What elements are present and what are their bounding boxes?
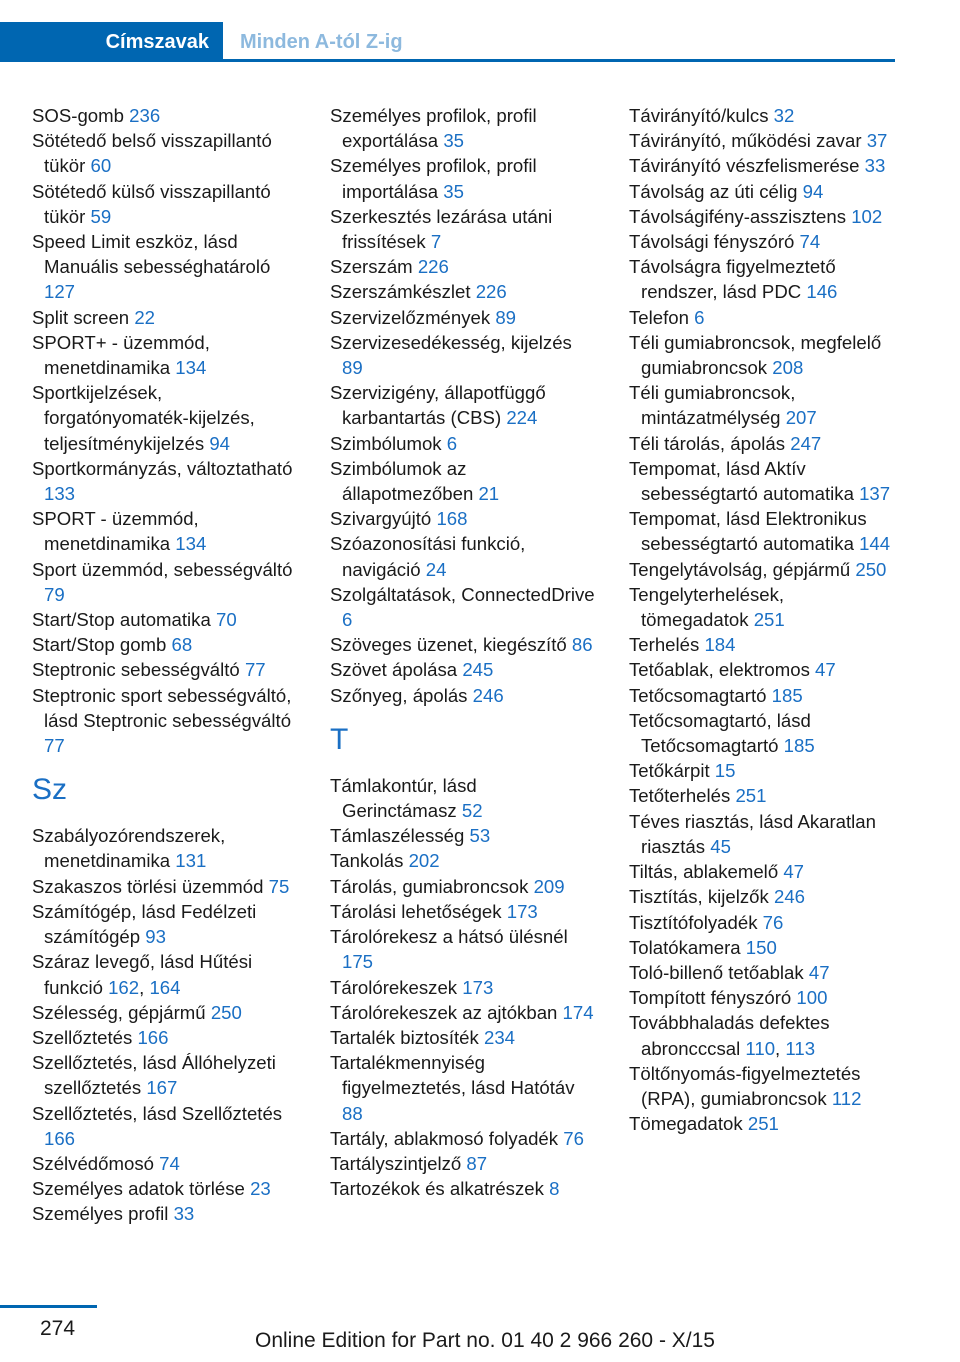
index-entry: [629, 204, 894, 229]
index-term: Steptronic sport sebességváltó, lásd Steptronic sebességváltó: [32, 684, 292, 731]
index-entry: [330, 975, 595, 1000]
index-term: Töltőnyomás-figyelmeztetés (RPA), gumiabroncsok: [629, 1062, 861, 1109]
index-term: Start/Stop gomb: [32, 634, 167, 656]
page-link[interactable]: 113: [785, 1037, 816, 1059]
page-link[interactable]: 131: [175, 850, 207, 872]
page-link[interactable]: 250: [855, 558, 887, 580]
page-link[interactable]: 47: [808, 961, 830, 983]
index-term: Szimbólumok: [330, 432, 442, 454]
index-term: Személyes profilok, profil exportálása: [330, 105, 537, 152]
index-entry: [32, 557, 297, 607]
index-term: SOS-gomb: [32, 105, 124, 126]
page-link[interactable]: 94: [209, 432, 231, 454]
index-entry: [32, 1151, 297, 1176]
index-term: Távirányító/kulcs: [629, 105, 769, 126]
page-link[interactable]: 88: [342, 1102, 363, 1124]
index-entry: [629, 960, 894, 985]
index-entry: [330, 1050, 595, 1126]
index-entry: [330, 531, 595, 581]
section-heading: T: [330, 722, 349, 756]
index-term: Sötétedő belső visszapillantó tükör: [32, 130, 272, 177]
index-term: Szellőztetés, lásd Állóhelyzeti szellőztetés: [32, 1052, 276, 1099]
index-column-1: [32, 103, 297, 1227]
index-term: Számítógép, lásd Fedélzeti számítógép: [32, 900, 257, 948]
index-entry: [629, 783, 894, 808]
index-term: Szervizigény, állapotfüggő karbantartás (CBS): [330, 382, 546, 429]
index-entry: [330, 773, 595, 823]
page-link[interactable]: 47: [783, 861, 805, 883]
index-entry: [629, 128, 894, 153]
index-term: Toló-billenő tetőablak: [629, 961, 804, 983]
index-term: Szélvédőmosó: [32, 1152, 154, 1174]
index-entry: [330, 506, 595, 531]
index-entry: [330, 632, 595, 657]
page-link[interactable]: 59: [90, 205, 112, 227]
index-term: Szerszámkészlet: [330, 281, 471, 303]
index-term: Szélesség, gépjármű: [32, 1001, 206, 1023]
index-term: Személyes profilok, profil importálása: [330, 155, 537, 202]
index-entry: [629, 1111, 894, 1136]
index-entry: [330, 330, 595, 380]
index-entry: [330, 657, 595, 682]
index-term: Steptronic sebességváltó: [32, 659, 240, 681]
page-link[interactable]: 251: [747, 1113, 779, 1135]
page-link[interactable]: 8: [549, 1178, 560, 1200]
page-link[interactable]: 37: [866, 130, 888, 152]
index-term: Tartályszintjelző: [330, 1152, 462, 1174]
index-term: Tempomat, lásd Elektronikus sebességtartó automatika: [629, 508, 867, 555]
page-link[interactable]: 133: [44, 483, 76, 505]
index-entry: [32, 380, 297, 456]
index-entry: [32, 1176, 297, 1201]
index-term: Távolság az úti célig: [629, 180, 798, 202]
page-link[interactable]: 168: [436, 508, 468, 530]
footer-rule: [0, 1305, 97, 1308]
index-term: Tengelytávolság, gépjármű: [629, 558, 851, 580]
index-term: Szervizesedékesség, kijelzés: [330, 331, 572, 353]
index-entry: [629, 632, 894, 657]
index-entry: [330, 899, 595, 924]
index-term: Tempomat, lásd Aktív sebességtartó automatika: [629, 457, 854, 505]
index-entry: [32, 128, 297, 178]
index-term: Tisztítófolyadék: [629, 911, 758, 933]
index-term: Tartalékmennyiség figyelmeztetés, lásd Hatótáv: [330, 1052, 575, 1099]
page-link[interactable]: 53: [469, 825, 491, 847]
index-term: Tárolási lehetőségek: [330, 900, 502, 922]
page-link[interactable]: 94: [802, 180, 824, 202]
index-entry: [629, 179, 894, 204]
index-term: Szervizelőzmények: [330, 306, 491, 328]
index-term: Tolatókamera: [629, 936, 741, 958]
page-link[interactable]: 144: [859, 533, 891, 555]
index-term: Tartály, ablakmosó folyadék: [330, 1127, 559, 1149]
index-term: Továbbhaladás defektes abroncccsal: [629, 1012, 830, 1059]
page-link[interactable]: 89: [495, 306, 517, 328]
page-link[interactable]: 33: [864, 155, 886, 177]
index-term: Tengelyterhelések, tömegadatok: [629, 583, 785, 631]
page-link[interactable]: 185: [771, 684, 803, 706]
page-link[interactable]: 234: [484, 1026, 516, 1048]
page-link[interactable]: 250: [210, 1001, 242, 1023]
index-entry: [330, 683, 595, 708]
index-entry: [629, 506, 894, 556]
index-term: Tárolás, gumiabroncsok: [330, 875, 529, 897]
index-entry: [330, 456, 595, 506]
index-term: Speed Limit eszköz, lásd Manuális sebességhatároló: [32, 231, 271, 278]
page-link[interactable]: 207: [785, 407, 817, 429]
index-term: Száraz levegő, lásd Hűtési funkció: [32, 951, 253, 998]
index-term: Tompított fényszóró: [629, 987, 792, 1009]
index-entry: [32, 683, 297, 759]
index-term: Támlaszélesség: [330, 825, 465, 847]
page-link[interactable]: 185: [783, 735, 815, 757]
index-entry: [629, 884, 894, 909]
page-link[interactable]: 146: [806, 281, 838, 303]
index-entry: [330, 1151, 595, 1176]
index-entry: [32, 305, 297, 330]
index-entry: [629, 103, 894, 128]
index-term: SPORT - üzemmód, menetdinamika: [32, 508, 199, 555]
index-term: Telefon: [629, 306, 689, 328]
index-entry: [330, 1176, 595, 1201]
page-link[interactable]: 251: [753, 609, 785, 631]
index-entry: [32, 1050, 297, 1100]
page-link[interactable]: 32: [773, 105, 795, 126]
index-entry: [330, 431, 595, 456]
index-entry: [330, 254, 595, 279]
index-entry: Száraz levegő, lásd Hűtési funkció 162, 164: [32, 951, 253, 998]
index-term: Start/Stop automatika: [32, 609, 211, 631]
index-entry: [629, 229, 894, 254]
index-entry: [629, 582, 894, 632]
page-link[interactable]: 76: [762, 911, 784, 933]
page-link[interactable]: 6: [446, 432, 458, 454]
page-link[interactable]: 246: [472, 684, 504, 706]
index-entry: [32, 1025, 297, 1050]
page-link[interactable]: 251: [735, 785, 767, 807]
index-entry: [629, 1061, 894, 1111]
page-link[interactable]: 77: [44, 735, 65, 757]
index-term: Sötétedő külső visszapillantó tükör: [32, 180, 271, 227]
index-term: Tárolórekeszek az ajtókban: [330, 1001, 558, 1023]
page-link[interactable]: 6: [694, 306, 705, 328]
index-entry: [32, 607, 297, 632]
index-entry: [32, 330, 297, 380]
page-link[interactable]: 166: [137, 1026, 169, 1048]
index-term: Távolságifény-asszisztens: [629, 205, 847, 227]
index-entry: [330, 305, 595, 330]
index-entry: [32, 874, 297, 899]
index-term: Tankolás: [330, 850, 404, 872]
index-entry: [629, 758, 894, 783]
page-link[interactable]: 24: [425, 558, 447, 580]
index-entry: [629, 859, 894, 884]
page-link[interactable]: 175: [342, 951, 374, 973]
index-term: Split screen: [32, 306, 130, 328]
index-entry: [629, 305, 894, 330]
page-link[interactable]: 22: [134, 306, 156, 328]
index-entry: [330, 848, 595, 873]
page-link[interactable]: 35: [443, 130, 464, 152]
page-link[interactable]: 173: [506, 900, 538, 922]
index-term: Szellőztetés, lásd Szellőztetés: [32, 1102, 283, 1124]
index-term: Szivargyújtó: [330, 508, 432, 530]
page-link[interactable]: 209: [533, 875, 565, 897]
index-term: Tömegadatok: [629, 1113, 743, 1135]
index-term: Sport üzemmód, sebességváltó: [32, 558, 293, 580]
index-term: Tárolórekesz a hátsó ülésnél: [330, 926, 568, 948]
index-entry: [32, 229, 297, 305]
page-link[interactable]: 102: [851, 205, 883, 227]
index-term: Szellőztetés: [32, 1026, 133, 1048]
page-link[interactable]: 112: [831, 1087, 862, 1109]
index-term: Személyes adatok törlése: [32, 1178, 245, 1200]
index-column-2: [330, 103, 595, 1201]
page-link[interactable]: 45: [710, 835, 731, 857]
index-term: Szövet ápolása: [330, 659, 458, 681]
page-link[interactable]: 7: [430, 231, 442, 253]
index-term: Tiltás, ablakemelő: [629, 861, 779, 883]
page-link[interactable]: 245: [462, 659, 494, 681]
section-heading: Sz: [32, 773, 68, 807]
index-term: Szóazonosítási funkció, navigáció: [330, 533, 526, 580]
page-link[interactable]: 110: [745, 1037, 776, 1059]
page-link[interactable]: 76: [563, 1127, 584, 1149]
index-entry: [32, 632, 297, 657]
index-term: Tetőterhelés: [629, 785, 731, 807]
index-term: SPORT+ - üzemmód, menetdinamika: [32, 331, 210, 379]
index-entry: [330, 582, 595, 632]
index-term: Távirányító vészfelismerése: [629, 155, 860, 177]
index-term: Tartalék biztosíték: [330, 1026, 479, 1048]
page-link[interactable]: 224: [506, 407, 538, 429]
page-link[interactable]: 246: [774, 886, 806, 908]
index-entry: [330, 204, 595, 254]
index-entry: [629, 431, 894, 456]
index-entry: [330, 279, 595, 304]
index-entry: [330, 380, 595, 430]
page-link[interactable]: 33: [173, 1203, 195, 1225]
index-term: Tetőkárpit: [629, 760, 710, 782]
index-term: Távolságra figyelmeztető rendszer, lásd PDC: [629, 256, 836, 303]
index-entry: [32, 657, 297, 682]
index-entry: [32, 103, 297, 128]
index-term: Szerkesztés lezárása utáni frissítések: [330, 205, 553, 253]
page-link[interactable]: 202: [408, 850, 440, 872]
index-term: Személyes profil: [32, 1203, 169, 1225]
page-link[interactable]: 166: [44, 1127, 76, 1149]
page-link[interactable]: 23: [250, 1178, 271, 1200]
index-entry: [32, 1201, 297, 1226]
index-entry: [629, 809, 894, 859]
page-link[interactable]: 86: [571, 634, 593, 656]
index-entry: [629, 910, 894, 935]
page-link[interactable]: 47: [815, 659, 836, 681]
page-link[interactable]: 68: [171, 634, 193, 656]
index-term: Tisztítás, kijelzők: [629, 886, 769, 908]
index-entry: [32, 899, 297, 949]
index-term: Terhelés: [629, 634, 700, 656]
index-entry: [330, 153, 595, 203]
index-entry: [32, 1101, 297, 1151]
index-entry: [629, 456, 894, 506]
index-term: Tárolórekeszek: [330, 976, 458, 998]
page-link[interactable]: 6: [342, 609, 353, 631]
page-link[interactable]: 174: [562, 1001, 594, 1023]
index-term: Téli gumiabroncsok, mintázatmélység: [629, 382, 796, 429]
index-entry: [32, 506, 297, 556]
page-link[interactable]: 21: [478, 483, 500, 505]
page-link[interactable]: 93: [145, 926, 166, 948]
page-link[interactable]: 74: [799, 231, 821, 253]
header-tab-bar: [0, 22, 895, 62]
index-term: Tartozékok és alkatrészek: [330, 1178, 544, 1200]
index-entry: [629, 254, 894, 304]
index-term: Szőnyeg, ápolás: [330, 684, 468, 706]
index-term: Tetőcsomagtartó, lásd Tetőcsomagtartó: [629, 709, 811, 757]
page-link[interactable]: 226: [417, 256, 449, 278]
page-link[interactable]: 164: [149, 976, 181, 998]
index-entry: [32, 1000, 297, 1025]
page-link[interactable]: 150: [745, 936, 777, 958]
index-term: Téves riasztás, lásd Akaratlan riasztás: [629, 810, 876, 857]
index-term: Szabályozórendszerek, menetdinamika: [32, 825, 226, 872]
page-link[interactable]: 162: [108, 976, 140, 998]
page-link[interactable]: 173: [462, 976, 494, 998]
page-link[interactable]: 52: [461, 800, 483, 822]
page-link[interactable]: 77: [244, 659, 266, 681]
index-entry: [629, 683, 894, 708]
index-entry: [629, 935, 894, 960]
index-entry: [330, 103, 595, 153]
page-link[interactable]: 134: [175, 533, 207, 555]
index-term: Szerszám: [330, 256, 413, 278]
index-term: Távirányító, működési zavar: [629, 130, 862, 152]
index-entry: [330, 874, 595, 899]
index-entry: [330, 1025, 595, 1050]
header-rule: [0, 59, 895, 62]
index-entry: [32, 456, 297, 506]
index-term: Sportkormányzás, változtatható: [32, 457, 293, 479]
index-term: Téli gumiabroncsok, megfelelő gumiabroncsok: [629, 331, 882, 379]
index-entry: [330, 1000, 595, 1025]
index-entry: [32, 823, 297, 873]
index-column-3: [629, 103, 894, 1136]
edition-note: Online Edition for Part no. 01 40 2 966 260 - X/15: [255, 1329, 715, 1352]
index-term: Tetőcsomagtartó: [629, 684, 767, 706]
index-term: Sportkijelzések, forgatónyomaték-kijelzés, teljesítménykijelzés: [32, 382, 255, 454]
index-term: Szimbólumok az állapotmezőben: [330, 457, 474, 505]
index-entry: [330, 924, 595, 974]
index-term: Szöveges üzenet, kiegészítő: [330, 634, 567, 656]
page-link[interactable]: 100: [796, 987, 828, 1009]
index-entry: [32, 179, 297, 229]
page-link[interactable]: 226: [475, 281, 507, 303]
index-term: Tetőablak, elektromos: [629, 659, 810, 681]
index-entry: [629, 153, 894, 178]
index-term: Szolgáltatások, ConnectedDrive: [330, 583, 595, 605]
index-entry: [629, 985, 894, 1010]
page-link[interactable]: 236: [129, 105, 161, 126]
index-entry: [629, 330, 894, 380]
index-entry: [330, 1126, 595, 1151]
page-link[interactable]: 87: [466, 1152, 488, 1174]
page-link[interactable]: 247: [790, 432, 822, 454]
page-link[interactable]: 89: [342, 357, 363, 379]
page-link[interactable]: 35: [443, 180, 464, 202]
index-entry: Továbbhaladás defektes abroncccsal 110, 113: [629, 1012, 830, 1059]
page-link[interactable]: 134: [175, 357, 207, 379]
index-entry: [629, 380, 894, 430]
page-link[interactable]: 15: [714, 760, 736, 782]
index-entry: [629, 557, 894, 582]
index-entry: [629, 708, 894, 758]
page-link[interactable]: 137: [859, 483, 891, 505]
tab-minden-a-tol-z-ig[interactable]: Minden A-tól Z-ig: [240, 31, 403, 53]
index-term: Támlakontúr, lásd Gerinctámasz: [330, 774, 477, 822]
page-link[interactable]: 75: [268, 875, 290, 897]
page-link[interactable]: 167: [146, 1077, 178, 1099]
page-link[interactable]: 79: [44, 583, 65, 605]
tab-cimszavak[interactable]: Címszavak: [0, 22, 223, 62]
page-link[interactable]: 127: [44, 281, 76, 303]
page-link[interactable]: 184: [704, 634, 736, 656]
index-term: Téli tárolás, ápolás: [629, 432, 786, 454]
index-term: Szakaszos törlési üzemmód: [32, 875, 264, 897]
page-link[interactable]: 70: [215, 609, 237, 631]
page-link[interactable]: 60: [90, 155, 112, 177]
page-link[interactable]: 208: [772, 357, 804, 379]
index-entry: [629, 657, 894, 682]
index-term: Távolsági fényszóró: [629, 231, 795, 253]
page-link[interactable]: 74: [159, 1152, 180, 1174]
page-number: 274: [40, 1317, 76, 1340]
index-entry: [330, 823, 595, 848]
